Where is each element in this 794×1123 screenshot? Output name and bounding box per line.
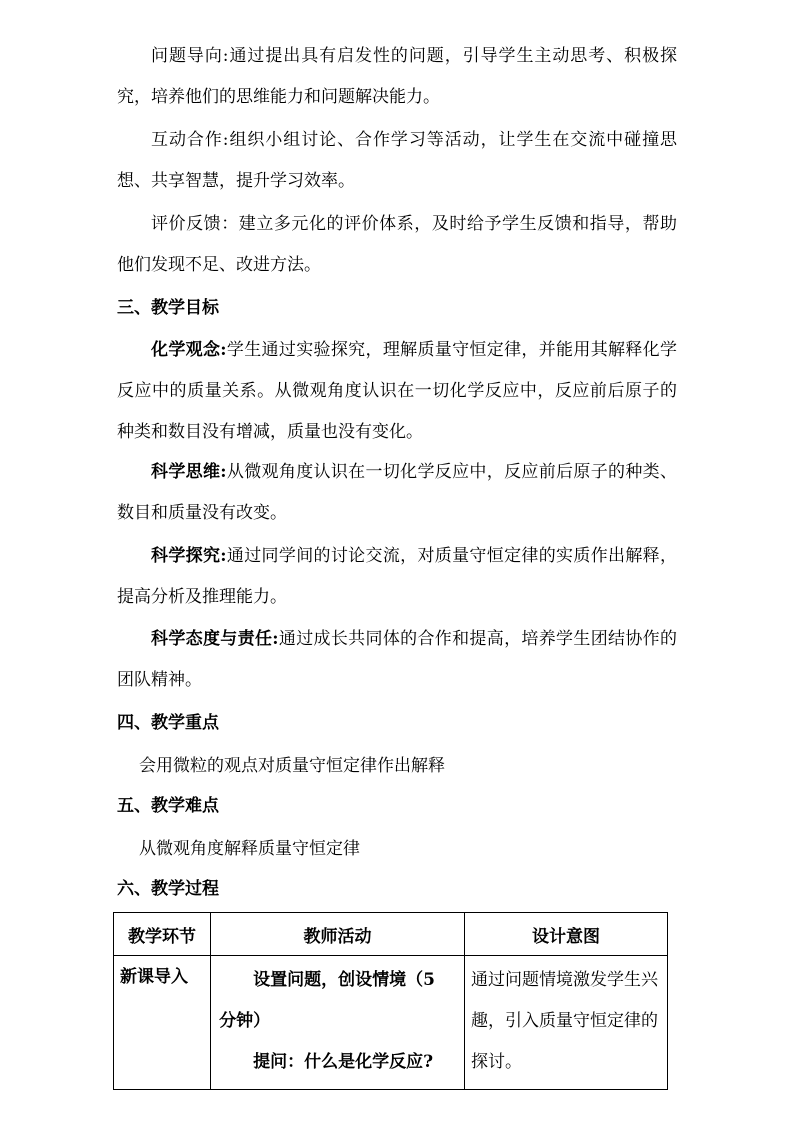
objective-label: 科学态度与责任: <box>151 629 279 649</box>
section-heading-teaching-process: 六、教学过程 <box>117 879 219 899</box>
paragraph-text: 建立多元化的评价体系，及时给予学生反馈和指导，帮助他们发现不足、改进方法。 <box>117 214 678 275</box>
key-points-text: 会用微粒的观点对质量守恒定律作出解释 <box>139 756 445 776</box>
objective-text: 通过成长共同体的合作和提高，培养学生团结协作的团队精神。 <box>117 629 677 690</box>
activity-line: 分钟） <box>219 1011 271 1031</box>
objective-scientific-thinking <box>117 452 677 534</box>
paragraph-interactive-cooperation <box>117 120 677 202</box>
activity-line: 设置问题，创设情境（5 <box>253 970 435 990</box>
table-cell-teacher-activity <box>211 956 465 1090</box>
paragraph-text: 通过提出具有启发性的问题，引导学生主动思考、积极探究，培养他们的思维能力和问题解决能力。 <box>117 46 678 107</box>
objective-text: 学生通过实验探究，理解质量守恒定律，并能用其解释化学反应中的质量关系。从微观角度认识在一切化学反应中，反应前后原子的种类和数目没有增减，质量也没有变化。 <box>117 340 677 442</box>
table-header-stage: 教学环节 <box>114 913 211 956</box>
paragraph-label: 评价反馈： <box>151 214 239 234</box>
section-heading-teaching-objectives: 三、教学目标 <box>117 298 219 318</box>
objective-label: 科学思维: <box>151 462 227 482</box>
objective-text: 从微观角度认识在一切化学反应中，反应前后原子的种类、数目和质量没有改变。 <box>117 462 677 523</box>
table-header-teacher-activity: 教师活动 <box>211 913 465 956</box>
paragraph-problem-oriented <box>117 36 677 118</box>
objective-scientific-inquiry <box>117 536 677 618</box>
paragraph-label: 互动合作: <box>151 130 229 150</box>
paragraph-label: 问题导向: <box>151 46 229 66</box>
table-cell-design-intent: 通过问题情境激发学生兴趣，引入质量守恒定律的探讨。 <box>465 956 668 1090</box>
objective-text: 通过同学间的讨论交流，对质量守恒定律的实质作出解释，提高分析及推理能力。 <box>117 546 677 607</box>
paragraph-evaluation-feedback <box>117 204 677 286</box>
table-row <box>114 956 668 1090</box>
section-heading-difficulties: 五、教学难点 <box>117 796 219 816</box>
objective-attitude-responsibility <box>117 619 677 701</box>
table-header-design-intent: 设计意图 <box>465 913 668 956</box>
section-heading-key-points: 四、教学重点 <box>117 713 219 733</box>
paragraph-text: 组织小组讨论、合作学习等活动，让学生在交流中碰撞思想、共享智慧，提升学习效率。 <box>117 130 678 191</box>
table-header-row <box>114 913 668 956</box>
objective-label: 化学观念: <box>151 340 227 360</box>
table-cell-stage: 新课导入 <box>114 956 211 1090</box>
objective-chemistry-concept <box>117 330 677 453</box>
difficulties-text: 从微观角度解释质量守恒定律 <box>139 839 360 859</box>
teaching-process-table <box>113 912 668 1090</box>
activity-line: 提问：什么是化学反应? <box>253 1052 434 1072</box>
objective-label: 科学探究: <box>151 546 227 566</box>
